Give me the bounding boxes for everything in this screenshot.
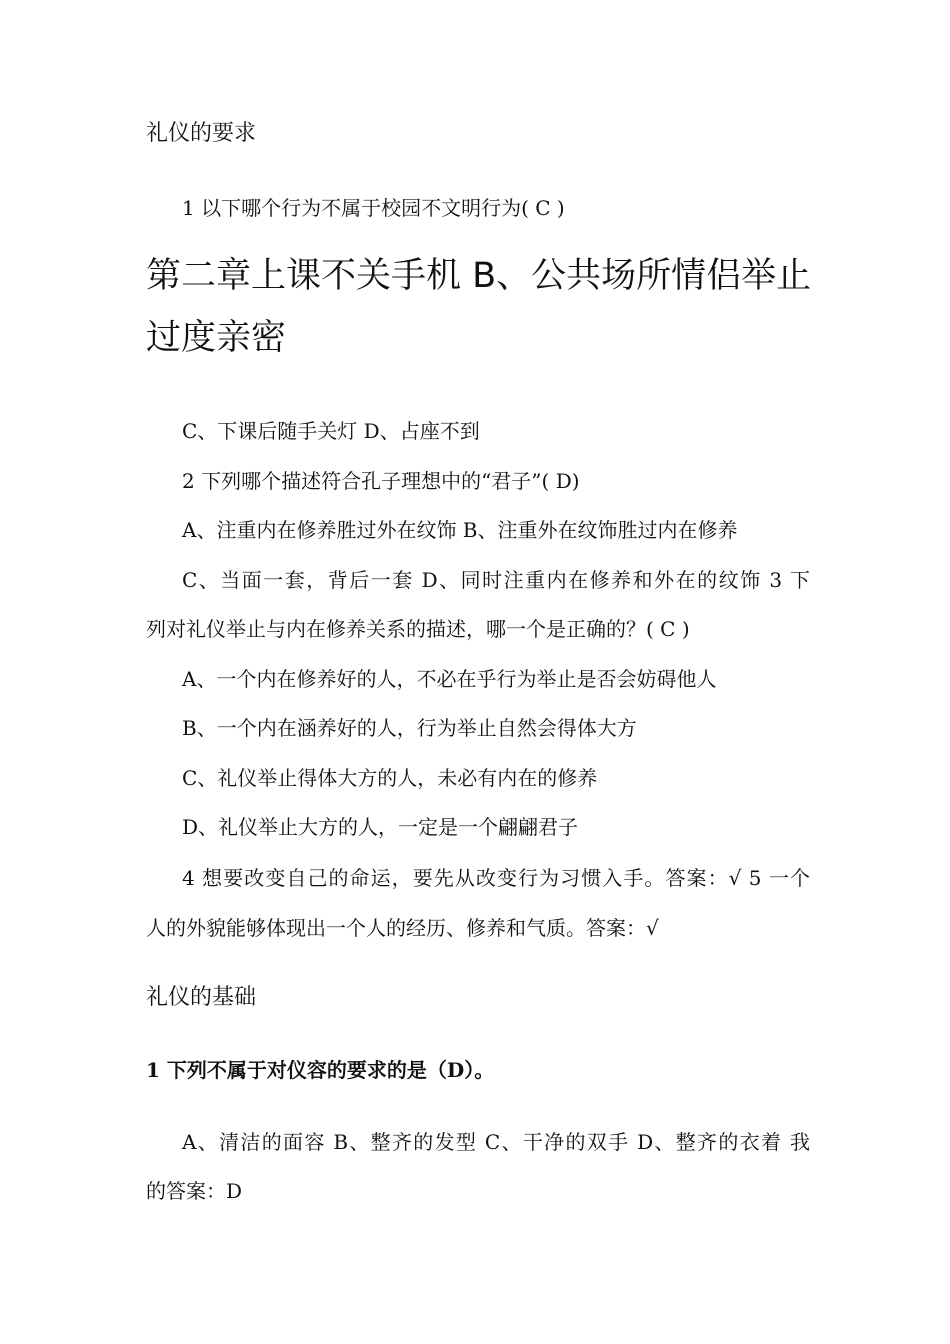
question-5-cont: 人的外貌能够体现出一个人的经历、修养和气质。答案：√: [146, 916, 659, 940]
question-1-options-large: 第二章上课不关手机 B、公共场所情侣举止: [146, 256, 812, 296]
question-4-5: 4 想要改变自己的命运，要先从改变行为习惯入手。答案：√ 5 一个: [182, 866, 810, 890]
question-3-option-c: C、礼仪举止得体大方的人，未必有内在的修养: [182, 766, 598, 790]
section-heading: 礼仪的要求: [146, 121, 257, 146]
basics-question-1-options: A、清洁的面容 B、整齐的发型 C、干净的双手 D、整齐的衣着 我: [182, 1130, 810, 1154]
section-heading: 礼仪的基础: [146, 985, 257, 1010]
question-2: 2 下列哪个描述符合孔子理想中的“君子”( D): [182, 469, 580, 493]
question-1-options: C、下课后随手关灯 D、占座不到: [182, 419, 480, 443]
basics-question-1-answer: 的答案：D: [146, 1179, 243, 1203]
basics-question-1: 1 下列不属于对仪容的要求的是（D）。: [146, 1058, 495, 1082]
question-2-options-ab: A、注重内在修养胜过外在纹饰 B、注重外在纹饰胜过内在修养: [182, 518, 738, 542]
question-1: 1 以下哪个行为不属于校园不文明行为( C ): [182, 196, 565, 220]
question-3: 列对礼仪举止与内在修养关系的描述，哪一个是正确的？( C ): [146, 617, 690, 641]
question-3-option-a: A、一个内在修养好的人，不必在乎行为举止是否会妨碍他人: [182, 667, 717, 691]
question-3-option-d: D、礼仪举止大方的人，一定是一个翩翩君子: [182, 815, 579, 839]
question-1-options-large-cont: 过度亲密: [146, 318, 287, 358]
question-2-options-cd: C、当面一套，背后一套 D、同时注重内在修养和外在的纹饰 3 下: [182, 568, 810, 592]
question-3-option-b: B、一个内在涵养好的人，行为举止自然会得体大方: [182, 716, 637, 740]
